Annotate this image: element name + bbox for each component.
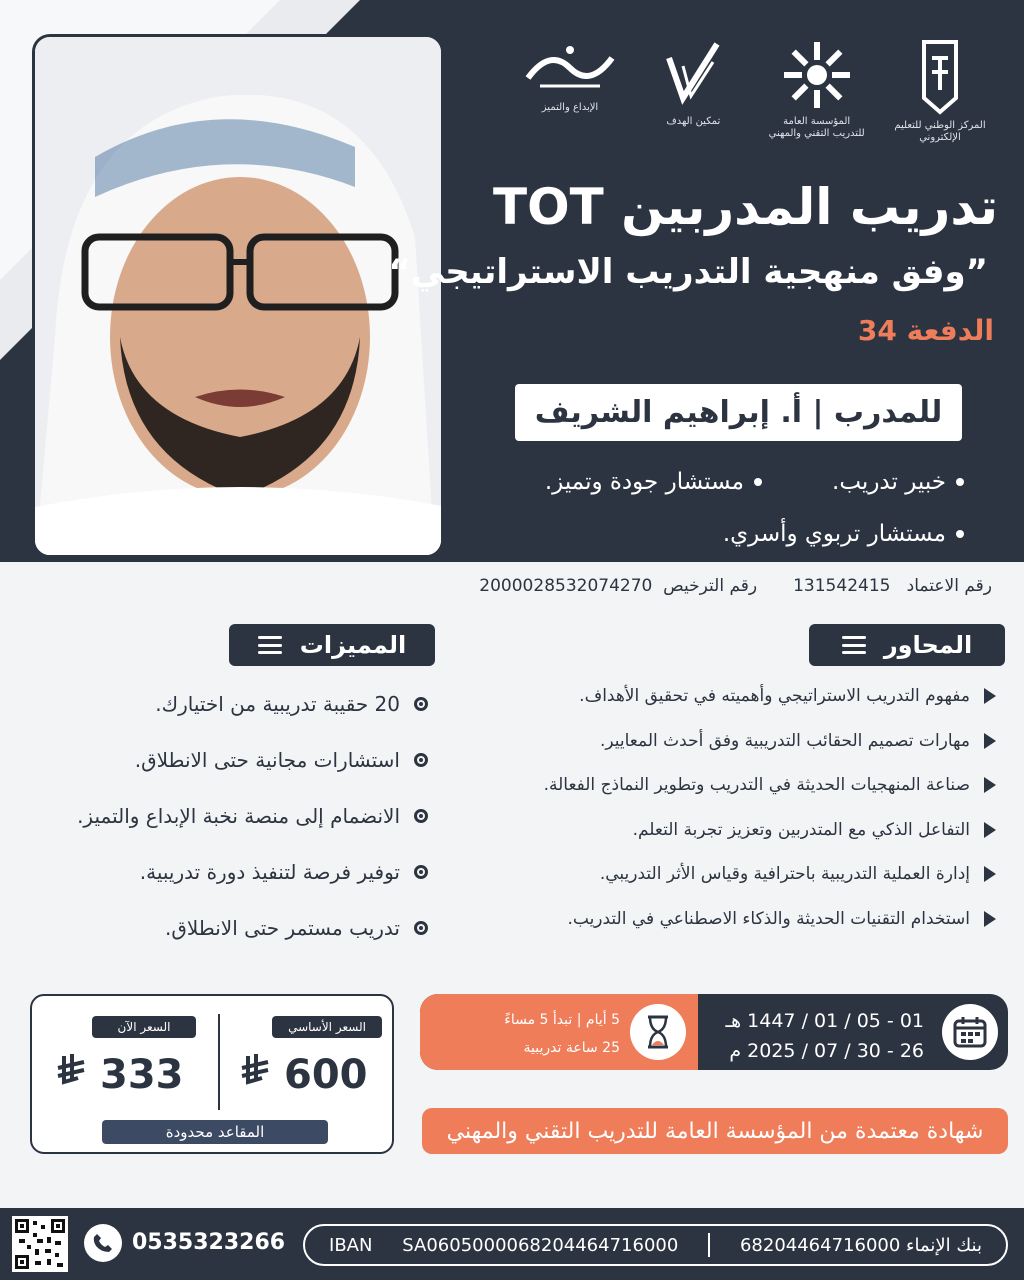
logo-caption: المؤسسة العامة للتدريب التقني والمهني xyxy=(768,116,865,139)
license-number: رقم الترخيص 2000028532074270 xyxy=(479,576,758,596)
duration-hours: 25 ساعة تدريبية xyxy=(523,1040,620,1056)
base-price-label: السعر الأساسي xyxy=(272,1016,382,1038)
trainer-portrait-illustration xyxy=(35,37,444,558)
trainer-photo xyxy=(32,34,444,558)
bank-details xyxy=(303,1224,1008,1266)
logo-national-elearning xyxy=(890,38,990,144)
list-item: مهارات تصميم الحقائب التدريبية وفق أحدث المعايير. xyxy=(456,719,996,764)
triangle-bullet-icon xyxy=(984,733,996,749)
list-item: صناعة المنهجيات الحديثة في التدريب وتطوير النماذج الفعالة. xyxy=(456,763,996,808)
bullet-icon xyxy=(956,530,964,538)
triangle-bullet-icon xyxy=(984,822,996,838)
phone-icon[interactable] xyxy=(84,1224,122,1262)
trainer-name-box: للمدرب | أ. إبراهيم الشريف xyxy=(515,384,962,441)
logo-caption: المركز الوطني للتعليم الإلكتروني xyxy=(894,120,986,143)
iban-label: IBAN xyxy=(329,1234,373,1256)
nukhba-icon xyxy=(520,38,620,98)
batch-number: الدفعة 34 xyxy=(857,314,994,347)
qr-code-icon[interactable] xyxy=(12,1216,68,1272)
iban-number: SA0605000068204464716000 xyxy=(402,1234,679,1256)
radio-bullet-icon xyxy=(414,921,428,935)
trainer-qualifications xyxy=(504,456,964,560)
bullet-icon xyxy=(754,478,762,486)
list-item: إدارة العملية التدريبية باحترافية وقياس الأثر التدريبي. xyxy=(456,852,996,897)
current-price: 333 xyxy=(56,1052,184,1098)
qualification-item: مستشار تربوي وأسري. xyxy=(723,521,964,547)
triangle-bullet-icon xyxy=(984,866,996,882)
logo-tamkeen xyxy=(643,38,743,128)
hourglass-icon xyxy=(630,1004,686,1060)
radio-bullet-icon xyxy=(414,809,428,823)
course-subtitle: ”وفق منهجية التدريب الاستراتيجي“ xyxy=(388,252,988,292)
riyal-icon xyxy=(240,1054,270,1097)
radio-bullet-icon xyxy=(414,865,428,879)
qualification-item: خبير تدريب. xyxy=(832,469,964,495)
duration-days: 5 أيام | تبدأ 5 مساءً xyxy=(504,1012,620,1028)
list-item: تدريب مستمر حتى الانطلاق. xyxy=(28,900,428,956)
list-item: 20 حقيبة تدريبية من اختيارك. xyxy=(28,676,428,732)
features-heading: المميزات xyxy=(229,624,435,666)
triangle-bullet-icon xyxy=(984,777,996,793)
list-icon xyxy=(842,636,866,654)
limited-seats-badge: المقاعد محدودة xyxy=(102,1120,328,1144)
logo-tvtc xyxy=(767,38,867,140)
gregorian-date: 26 - 30 / 07 / 2025 م xyxy=(729,1040,924,1062)
bank-account: بنك الإنماء 68204464716000 xyxy=(739,1234,982,1256)
logo-caption: تمكين الهدف xyxy=(666,116,721,127)
divider xyxy=(708,1233,710,1257)
features-list xyxy=(28,676,428,956)
radio-bullet-icon xyxy=(414,697,428,711)
base-price: 600 xyxy=(240,1052,368,1098)
list-item: توفير فرصة لتنفيذ دورة تدريبية. xyxy=(28,844,428,900)
riyal-icon xyxy=(56,1054,86,1097)
logo-caption: الإبداع والتميز xyxy=(541,102,599,113)
price-divider xyxy=(218,1014,220,1110)
list-icon xyxy=(258,636,282,654)
national-elearning-center-icon xyxy=(920,38,960,116)
calendar-icon xyxy=(942,1004,998,1060)
accreditation: رقم الاعتماد 131542415 xyxy=(793,576,992,596)
axes-heading: المحاور xyxy=(809,624,1005,666)
list-item: التفاعل الذكي مع المتدربين وتعزيز تجربة التعلم. xyxy=(456,808,996,853)
license-info xyxy=(479,576,992,596)
axes-list xyxy=(456,674,996,941)
course-dates xyxy=(726,1006,924,1066)
course-duration xyxy=(504,1006,620,1062)
partner-logos xyxy=(520,38,990,156)
triangle-bullet-icon xyxy=(984,911,996,927)
hijri-date: 01 - 05 / 01 / 1447 هـ xyxy=(725,1010,924,1032)
logo-nukhba xyxy=(520,38,620,114)
tvtc-icon xyxy=(780,38,854,112)
bullet-icon xyxy=(956,478,964,486)
qualification-item: مستشار جودة وتميز. xyxy=(545,469,762,495)
triangle-bullet-icon xyxy=(984,688,996,704)
list-item: مفهوم التدريب الاستراتيجي وأهميته في تحقيق الأهداف. xyxy=(456,674,996,719)
tamkeen-alhadaf-icon xyxy=(663,38,723,112)
list-item: استخدام التقنيات الحديثة والذكاء الاصطناعي في التدريب. xyxy=(456,897,996,942)
radio-bullet-icon xyxy=(414,753,428,767)
list-item: استشارات مجانية حتى الانطلاق. xyxy=(28,732,428,788)
list-item: الانضمام إلى منصة نخبة الإبداع والتميز. xyxy=(28,788,428,844)
course-title: تدريب المدربين TOT xyxy=(493,178,998,236)
current-price-label: السعر الآن xyxy=(92,1016,196,1038)
certificate-banner: شهادة معتمدة من المؤسسة العامة للتدريب التقني والمهني xyxy=(422,1108,1008,1154)
phone-number[interactable]: 0535323266 xyxy=(132,1230,286,1255)
